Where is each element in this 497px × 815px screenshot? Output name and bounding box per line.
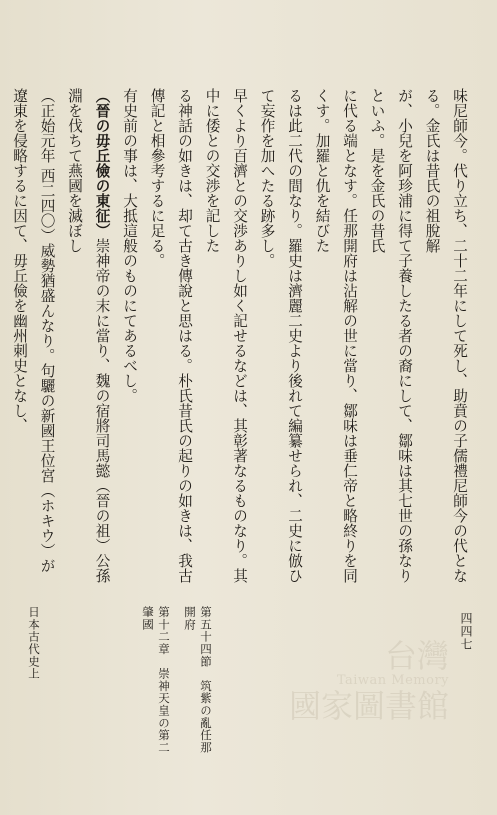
text-column: に代る端となす。任那開府は沾解の世に當り、鄒味は垂仁帝と略終りを同くす。加羅と仇を結びた [313, 88, 358, 583]
book-title: 日本古代史上 [27, 606, 41, 680]
section-title: 第五十四節 筑紫の亂任那開府 [183, 606, 213, 754]
section-line: 崇神帝の末に當り、魏の宿將司馬懿（晉の祖）公孫淵を伐ちて燕國を滅ぼし [66, 88, 111, 583]
section-heading-column [61, 88, 116, 588]
text-column: るは此二代の間なり。羅史は濟麗二史より後れて編纂せられ、二史に倣ひて妄作を加へたる跡多し。 [258, 88, 303, 583]
main-text [3, 88, 473, 588]
chapter-title: 第十二章 崇神天皇の第二肇國 [141, 606, 171, 754]
watermark-line: 國家圖書館 [288, 687, 449, 725]
text-column: る神話の如きは、却て古き傳說と思はる。朴氏昔氏の起りの如きは、我古傳記と相參考するに足る。 [148, 88, 193, 583]
section-line: （正始元年 西二四〇）威勢猶盛んなり。句驪の新國王位宮（ホキウ）が遼東を侵略するに因て、毋丘儉を幽州刺史となし、 [11, 88, 56, 574]
library-watermark [244, 639, 449, 729]
text-column: 有史前の事は、大抵這般のものにてあるべし。 [121, 88, 138, 403]
page-number: 四四七 [459, 612, 473, 651]
section-heading: （晉の毋丘儉の東征） [93, 88, 111, 238]
watermark-line: 台灣 [384, 637, 449, 675]
text-column: 味尼師今。代り立ち、二十二年にして死し、助賁の子儒禮尼師今の代となる。金氏は昔氏の祖脫解 [423, 88, 468, 583]
text-column: 早くより百濟との交渉ありし如く記せるなどは、其彰著なるものなり。其中に倭との交渉を記した [203, 88, 248, 583]
section-line [0, 88, 6, 588]
text-column: が、小兒を阿珍浦に得て子養したる者の裔にして、鄒味は其七世の孫なりといふ。是を金氏の昔氏 [368, 88, 413, 583]
watermark-line: Taiwan Memory [336, 673, 449, 688]
